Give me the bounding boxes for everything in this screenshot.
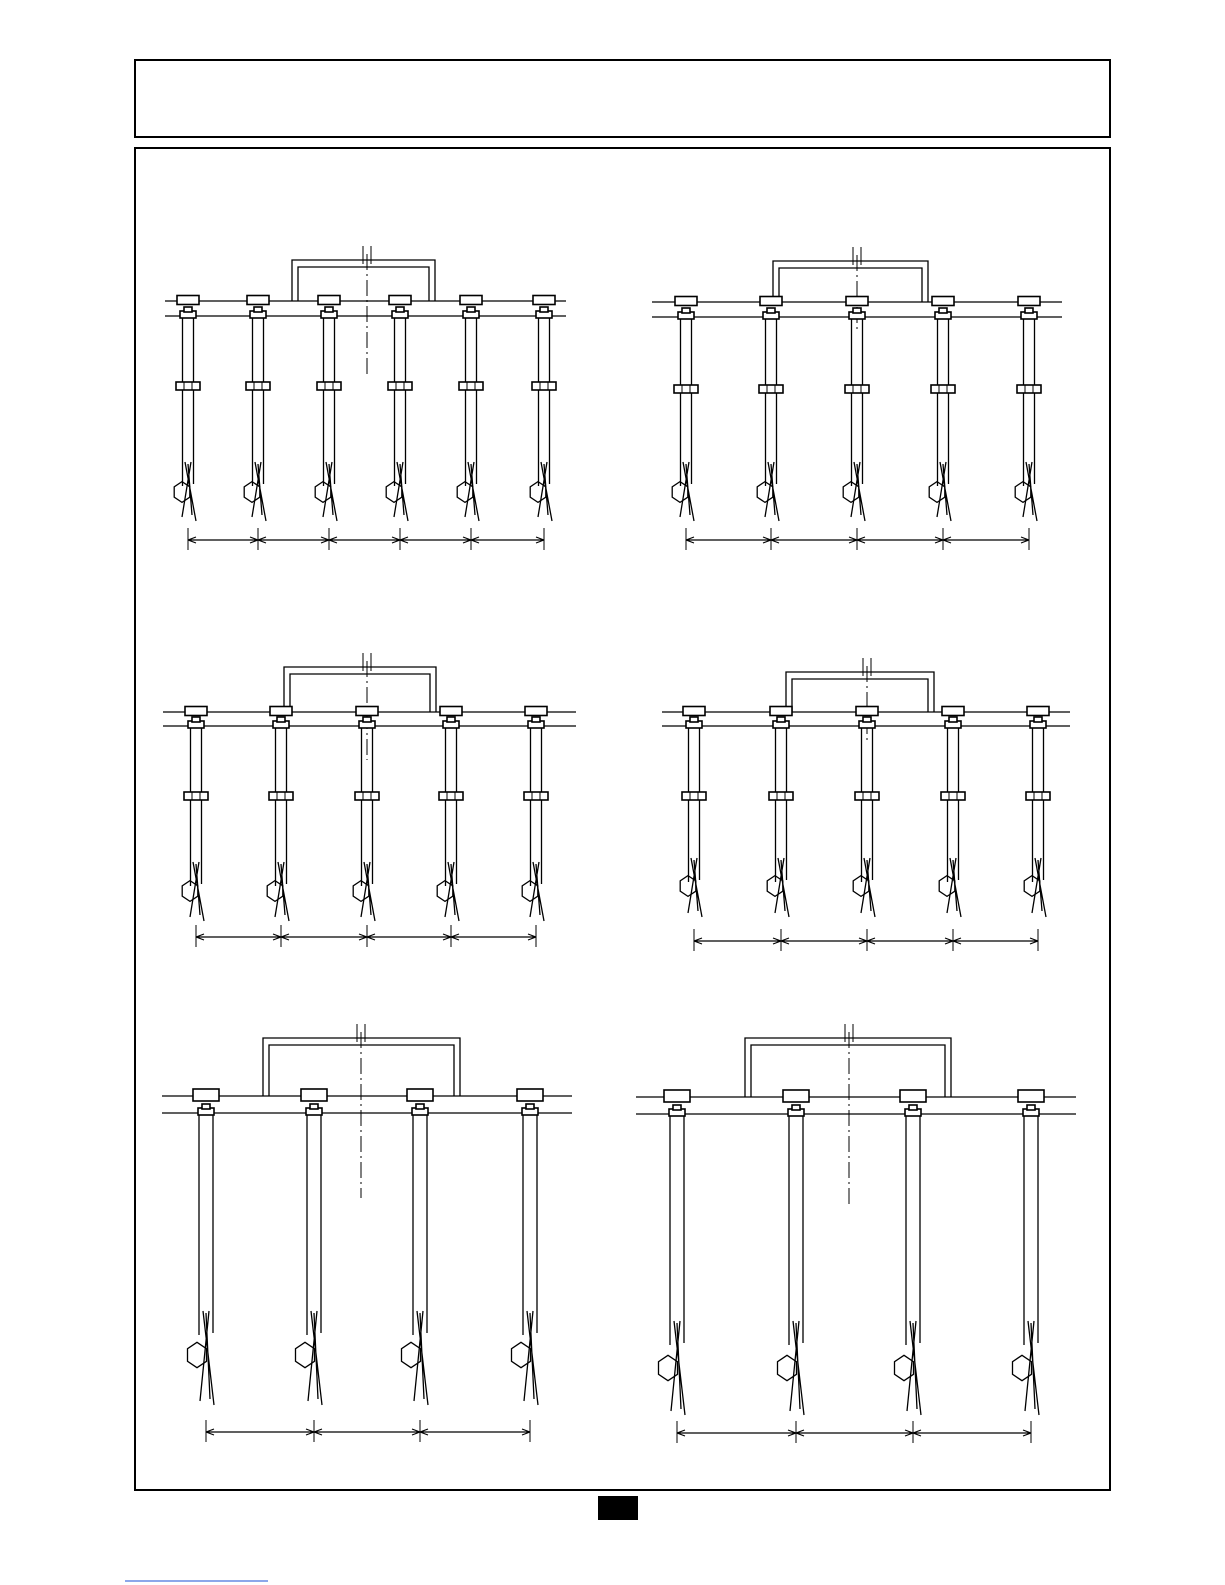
shank-collar [532, 382, 556, 390]
shank-collar [269, 792, 293, 800]
clamp-block [1018, 1090, 1044, 1102]
clamp-block [770, 707, 792, 716]
mount-bolt [792, 1105, 800, 1110]
mount-bolt [363, 717, 371, 722]
mount-bolt [396, 307, 404, 312]
clamp-block [270, 707, 292, 716]
mount-bolt [202, 1104, 210, 1109]
clamp-block [664, 1090, 690, 1102]
shank-collar [1026, 792, 1050, 800]
shank-collar [388, 382, 412, 390]
shank-collar [184, 792, 208, 800]
clamp-block [1027, 707, 1049, 716]
mount-bolt [1025, 308, 1033, 313]
clamp-block [247, 296, 269, 305]
clamp-block [856, 707, 878, 716]
clamp-block [942, 707, 964, 716]
clamp-block [900, 1090, 926, 1102]
clamp-block [318, 296, 340, 305]
clamp-block [440, 707, 462, 716]
mount-bolt [777, 717, 785, 722]
clamp-block [932, 297, 954, 306]
clamp-block [389, 296, 411, 305]
clamp-block [193, 1089, 219, 1101]
page-number-tab [598, 1496, 638, 1520]
shank-collar [845, 385, 869, 393]
shank-collar [769, 792, 793, 800]
shank-collar [524, 792, 548, 800]
mount-bolt [949, 717, 957, 722]
shank-collar [941, 792, 965, 800]
figure-panel [135, 148, 1110, 1490]
shank-collar [682, 792, 706, 800]
shank-collar [931, 385, 955, 393]
shank-collar [317, 382, 341, 390]
mount-bolt [540, 307, 548, 312]
shank-collar [855, 792, 879, 800]
mount-bolt [673, 1105, 681, 1110]
mount-bolt [467, 307, 475, 312]
mount-bolt [325, 307, 333, 312]
clamp-block [301, 1089, 327, 1101]
mount-bolt [853, 308, 861, 313]
clamp-block [185, 707, 207, 716]
shank-collar [674, 385, 698, 393]
mount-bolt [532, 717, 540, 722]
mount-bolt [767, 308, 775, 313]
clamp-block [1018, 297, 1040, 306]
mount-bolt [1034, 717, 1042, 722]
mount-bolt [447, 717, 455, 722]
shank-collar [759, 385, 783, 393]
mount-bolt [184, 307, 192, 312]
mount-bolt [682, 308, 690, 313]
clamp-block [846, 297, 868, 306]
clamp-block [177, 296, 199, 305]
mount-bolt [254, 307, 262, 312]
clamp-block [675, 297, 697, 306]
clamp-block [356, 707, 378, 716]
mount-bolt [1027, 1105, 1035, 1110]
mount-bolt [416, 1104, 424, 1109]
clamp-block [683, 707, 705, 716]
mount-bolt [310, 1104, 318, 1109]
mount-bolt [277, 717, 285, 722]
clamp-block [533, 296, 555, 305]
mount-bolt [909, 1105, 917, 1110]
shank-collar [355, 792, 379, 800]
clamp-block [517, 1089, 543, 1101]
mount-bolt [863, 717, 871, 722]
clamp-block [760, 297, 782, 306]
clamp-block [525, 707, 547, 716]
clamp-block [407, 1089, 433, 1101]
shank-collar [176, 382, 200, 390]
clamp-block [783, 1090, 809, 1102]
clamp-block [460, 296, 482, 305]
header-box [135, 60, 1110, 137]
mount-bolt [690, 717, 698, 722]
shank-collar [1017, 385, 1041, 393]
shank-collar [459, 382, 483, 390]
mount-bolt [526, 1104, 534, 1109]
mount-bolt [192, 717, 200, 722]
shank-collar [439, 792, 463, 800]
shank-collar [246, 382, 270, 390]
mount-bolt [939, 308, 947, 313]
